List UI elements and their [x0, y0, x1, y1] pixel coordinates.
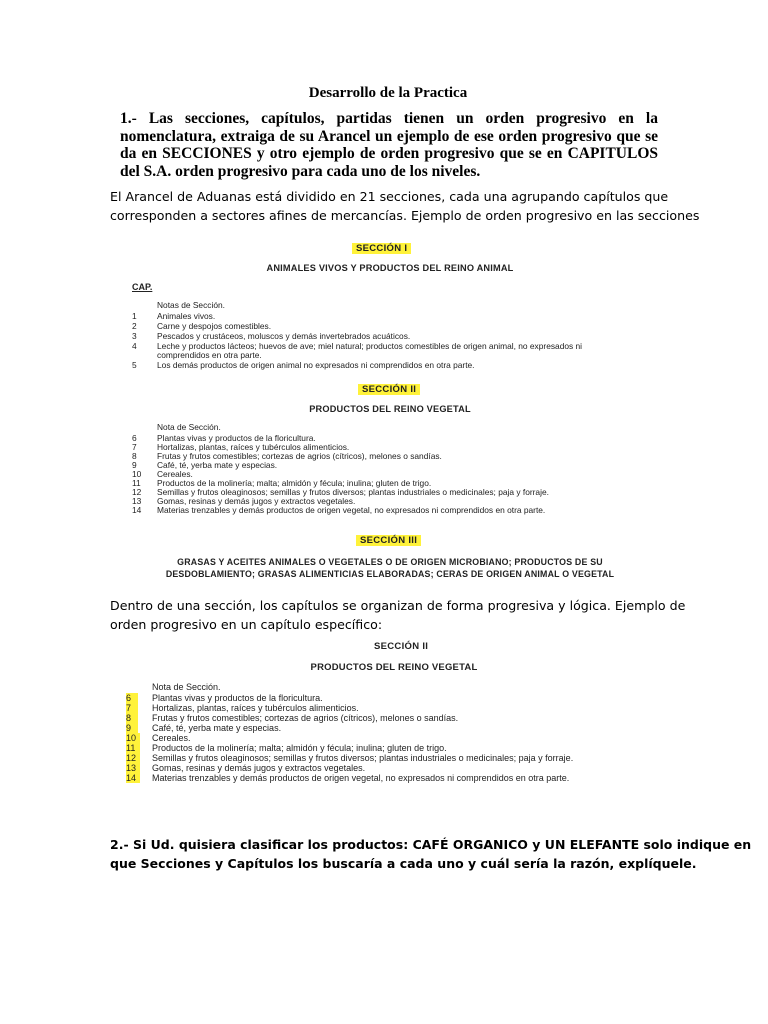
- question-1-line: 1.- Las secciones, capítulos, partidas tienen un orden progresivo en la: [120, 110, 658, 127]
- section-1-label: SECCIÓN I: [352, 243, 411, 254]
- question-1-line: da en SECCIONES y otro ejemplo de orden progresivo que se en CAPITULOS: [120, 145, 658, 162]
- paragraph-1: [110, 188, 700, 225]
- paragraph-2-line: orden progresivo en un capítulo específico:: [110, 616, 383, 632]
- paragraph-2-line: Dentro de una sección, los capítulos se organizan de forma progresiva y lógica. Ejemplo de: [110, 598, 686, 613]
- section-2-title: PRODUCTOS DEL REINO VEGETAL: [309, 404, 471, 414]
- excerpt-2-section-label: SECCIÓN II: [374, 641, 429, 652]
- tariff-sections-excerpt: SECCIÓN I ANIMALES VIVOS Y PRODUCTOS DEL REINO ANIMAL CAP. Notas de Sección. 1 Animales vivos. 2 Carne y despojos comestibles. 3 Pescados y crustáceos, moluscos y demás invertebrados acuáticos. 4 Leche y productos lácteos; huevos de ave; miel natural; productos comestibles de origen animal, no expresados ni comprendidos en otra parte. 5 Los demás productos de origen animal no expresados ni comprendidos en otra parte. SECCIÓN II PRODUCTOS DEL REINO VEGETAL Nota de Sección. 6 Plantas vivas y productos de la floricultura. 7 Hortalizas, plantas, raíces y tubérculos alimenticios. 8 Frutas y frutos comestibles; cortezas de agrios (cítricos), melones o sandías. 9 Café, té, yerba mate y especias. 10 Cereales. 11 Productos de la molinería; malta; almidón y fécula; inulina; gluten de trigo. 12 Semillas y frutos oleaginosos; semillas y frutos diversos; plantas industriales o medicinales; paja y forraje. 13 Gomas, resinas y demás jugos y extractos vegetales. 14 Materias trenzables y demás productos de origen vegetal, no expresados ni comprendidos en otra parte. SECCIÓN III GRASAS Y ACEITES ANIMALES O VEGETALES O DE ORIGEN MICROBIANO; PRODUCTOS DE SU DESDOBLAMIENTO; GRASAS ALIMENTICIAS ELABORADAS; CERAS DE ORIGEN ANIMAL O VEGETAL: [120, 238, 660, 583]
- section-3-title-line: DESDOBLAMIENTO; GRASAS ALIMENTICIAS ELABORADAS; CERAS DE ORIGEN ANIMAL O VEGETAL: [165, 569, 615, 579]
- cap-label: CAP.: [132, 282, 153, 292]
- paragraph-1-line: corresponden a sectores afines de mercancías. Ejemplo de orden progresivo en las secciones: [110, 207, 700, 223]
- section-2-label: SECCIÓN II: [358, 384, 420, 395]
- excerpt-2-section-title: PRODUCTOS DEL REINO VEGETAL: [310, 662, 478, 673]
- paragraph-1-line: El Arancel de Aduanas está dividido en 21 secciones, cada una agrupando capítulos que: [110, 189, 669, 204]
- question-2-line: 2.- Si Ud. quisiera clasificar los productos: CAFÉ ORGANICO y UN ELEFANTE solo indique en: [110, 837, 752, 852]
- page-title: Desarrollo de la Practica: [308, 85, 468, 101]
- question-1: [120, 110, 658, 180]
- chapter-order-excerpt: SECCIÓN II PRODUCTOS DEL REINO VEGETAL Nota de Sección. 6 Plantas vivas y productos de la floricultura. 7 Hortalizas, plantas, raíces y tubérculos alimenticios. 8 Frutas y frutos comestibles; cortezas de agrios (cítricos), melones o sandías. 9 Café, té, yerba mate y especias. 10 Cereales. 11 Productos de la molinería; malta; almidón y fécula; inulina; gluten de trigo. 12 Semillas y frutos oleaginosos; semillas y frutos diversos; plantas industriales o medicinales; paja y forraje. 13 Gomas, resinas y demás jugos y extractos vegetales. 14 Materias trenzables y demás productos de origen vegetal, no expresados ni comprendidos en otra parte.: [120, 638, 640, 798]
- section-3-title-line: GRASAS Y ACEITES ANIMALES O VEGETALES O DE ORIGEN MICROBIANO; PRODUCTOS DE SU: [177, 557, 603, 567]
- question-2-line: que Secciones y Capítulos los buscaría a cada uno y cuál sería la razón, explíquele.: [110, 856, 697, 871]
- question-1-line: del S.A. orden progresivo para cada uno de los niveles.: [120, 162, 481, 180]
- paragraph-2: [110, 597, 686, 634]
- question-2: [110, 835, 752, 873]
- question-1-line: nomenclatura, extraiga de su Arancel un ejemplo de ese orden progresivo que se: [120, 127, 658, 145]
- section-1-title: ANIMALES VIVOS Y PRODUCTOS DEL REINO ANIMAL: [266, 263, 514, 273]
- section-3-label: SECCIÓN III: [356, 535, 421, 546]
